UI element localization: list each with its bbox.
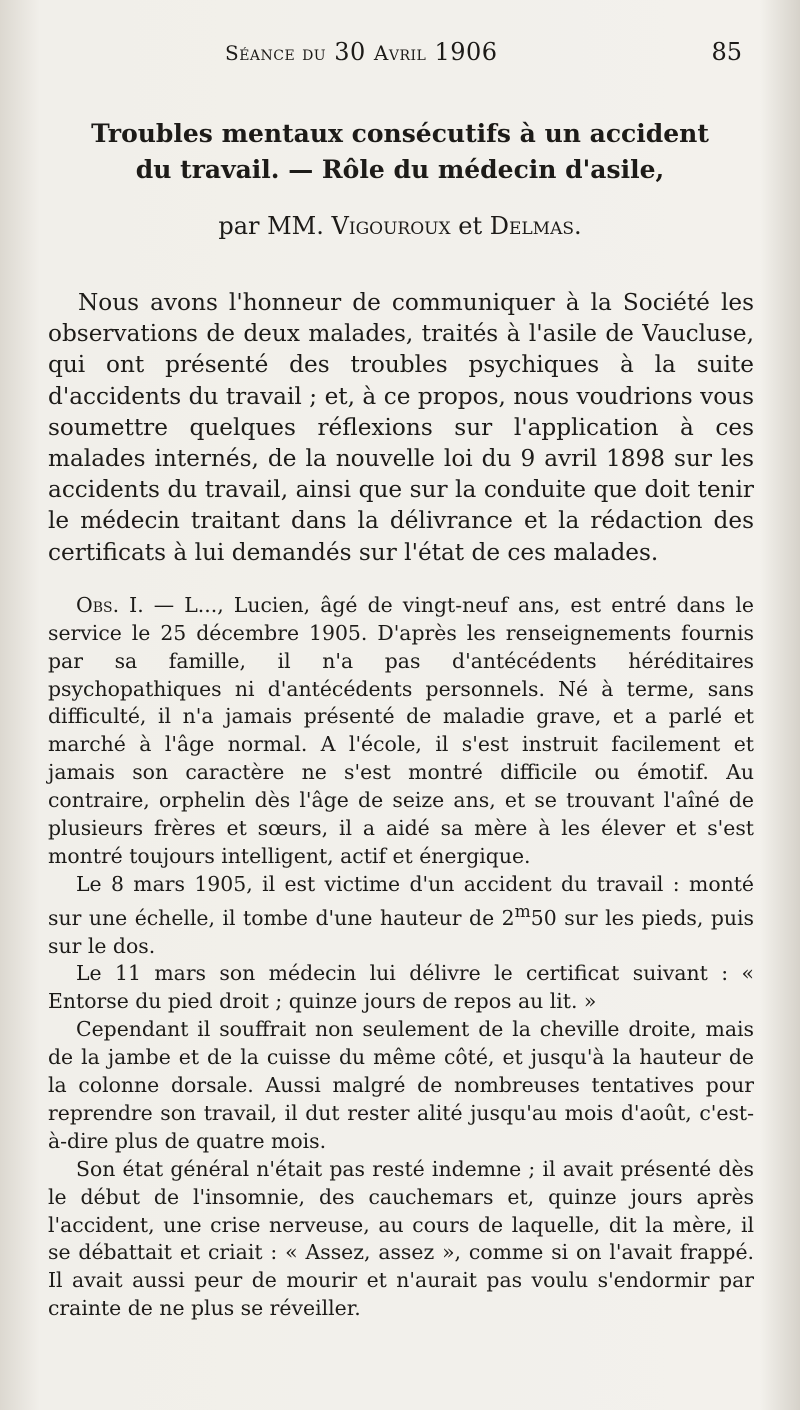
running-head-prefix: Séance du [225, 41, 327, 65]
page-number: 85 [711, 38, 742, 66]
observation-paragraph-1 [48, 592, 754, 871]
byline [48, 212, 752, 240]
intro-paragraph: Nous avons l'honneur de communiquer à la Société les observations de deux malades, traités à l'asile de Vaucluse, qui ont présenté des troubles psychiques à la suite d'accidents du travail ; et, à ce propos, nous voudrions vous soumettre quelques réflexions sur l'application à ces malades internés, de la nouvelle loi du 9 avril 1898 sur les accidents du travail, ainsi que sur la conduite que doit tenir le médecin traitant dans la délivrance et la rédaction des certificats à lui demandés sur l'état de ces malades. [48, 289, 754, 566]
unit-superscript: m [514, 901, 531, 922]
observation-paragraph-3: Le 11 mars son médecin lui délivre le certificat suivant : « Entorse du pied droit ; quinze jours de repos au lit. » [48, 961, 754, 1014]
observation-paragraph-2-after: 50 sur les pieds, puis sur le dos. [48, 905, 754, 958]
byline-prefix: par MM. [218, 212, 324, 240]
observation-paragraph-4: Cependant il souffrait non seulement de la cheville droite, mais de la jambe et de la cuisse du même côté, et jusqu'à la hauteur de la colonne dorsale. Aussi malgré de nombreuses tentatives pour reprendre son travail, il dut rester alité jusqu'au mois d'août, c'est-à-dire plus de quatre mois. [48, 1017, 754, 1153]
running-head [0, 38, 800, 72]
observation-paragraph-5: Son état général n'était pas resté indemne ; il avait présenté dès le début de l'insomnie, des cauchemars et, quinze jours après l'accident, une crise nerveuse, au cours de laquelle, dit la mère, il se débattait et criait : « Assez, assez », comme si on l'avait frappé. Il avait aussi peur de mourir et n'aurait pas voulu s'endormir par crainte de ne plus se réveiller. [48, 1156, 754, 1321]
author-1: Vigouroux [331, 212, 451, 240]
article-title-line-1: Troubles mentaux consécutifs à un accident [91, 119, 709, 148]
article-title-line-2: du travail. — Rôle du médecin d'asile, [135, 155, 665, 184]
running-head-day: 30 [334, 38, 366, 66]
observation-paragraph-2 [48, 871, 754, 961]
author-2: Delmas [489, 212, 575, 240]
observation-label: Obs. I. [76, 592, 144, 617]
article-title [48, 116, 752, 188]
byline-end: . [574, 212, 582, 240]
byline-and: et [458, 212, 483, 240]
running-head-title [225, 38, 498, 66]
observation-paragraph-1-text: — L..., Lucien, âgé de vingt-neuf ans, est entré dans le service le 25 décembre 1905. D'après les renseignements fournis par sa famille, il n'a pas d'antécédents héréditaires psychopathiques ni d'antécédents personnels. Né à terme, sans difficulté, il n'a jamais présenté de maladie grave, et a parlé et marché à l'âge normal. A l'école, il s'est instruit facilement et jamais son caractère ne s'est montré difficile ou émotif. Au contraire, orphelin dès l'âge de seize ans, et se trouvant l'aîné de plusieurs frères et sœurs, il a aidé sa mère à les élever et s'est montré toujours intelligent, actif et énergique. [48, 592, 754, 868]
article-body [48, 287, 754, 1323]
running-head-year: 1906 [434, 38, 498, 66]
observation-paragraph-2-before: Le 8 mars 1905, il est victime d'un accident du travail : monté sur une échelle, il tombe d'une hauteur de 2 [48, 871, 754, 930]
running-head-month: Avril [373, 41, 427, 65]
observation-section [48, 592, 754, 1323]
